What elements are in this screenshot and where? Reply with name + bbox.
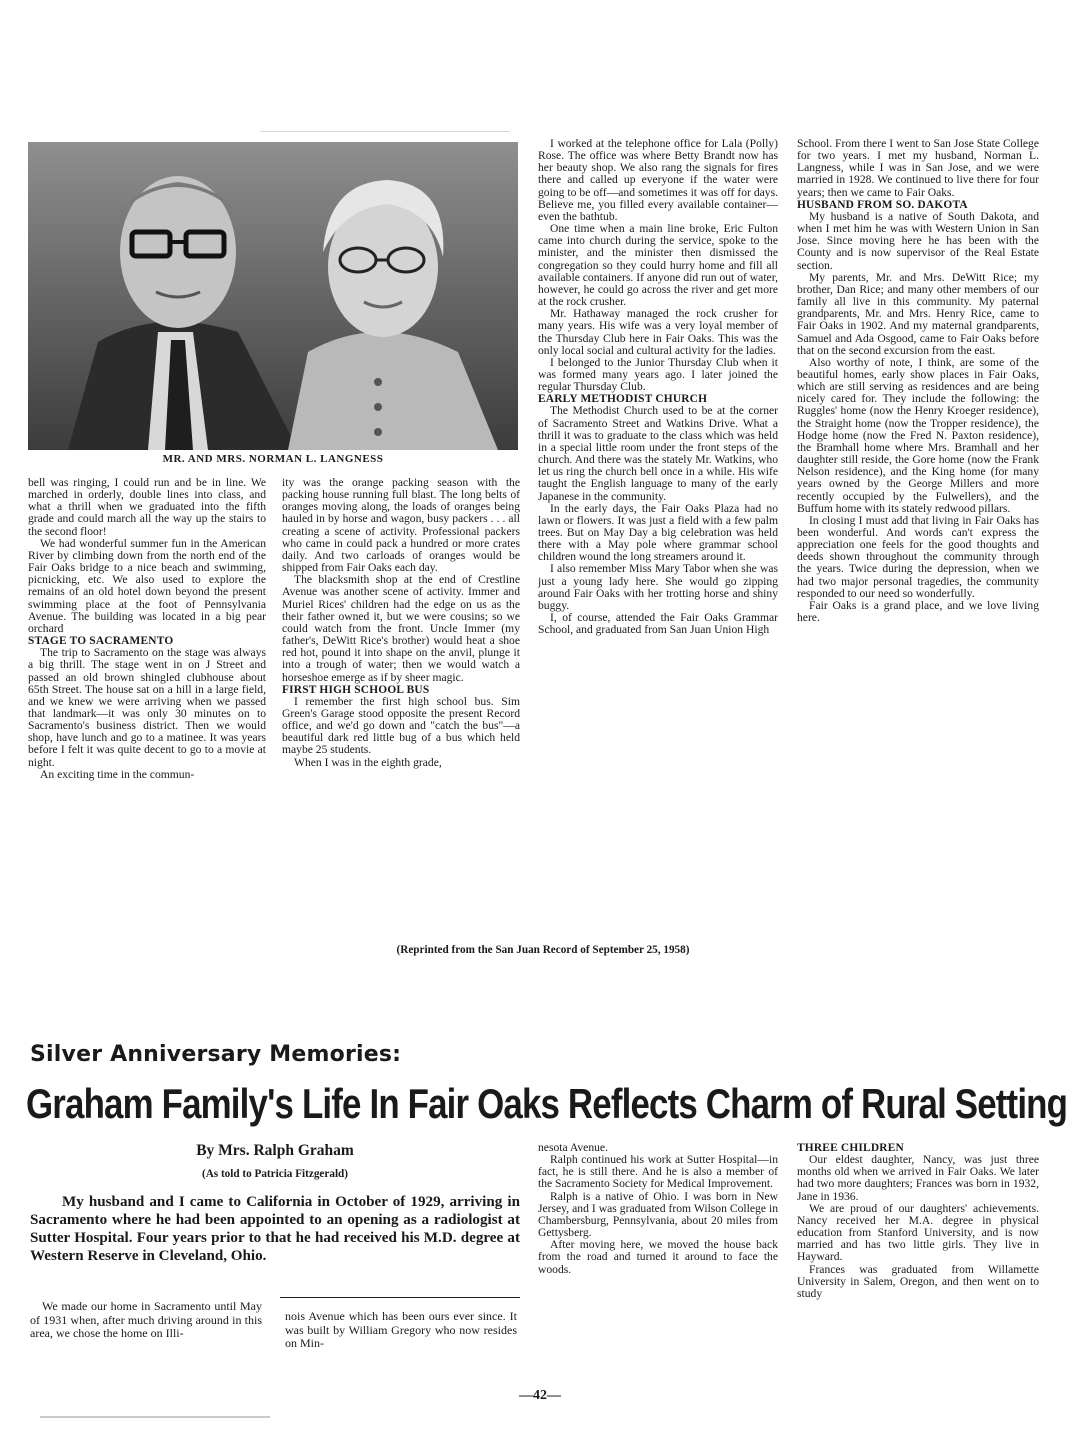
couple-photograph [28, 142, 518, 450]
article2-column-3 [538, 1142, 778, 1382]
paragraph: Fair Oaks is a grand place, and we love living here. [797, 598, 1039, 625]
paragraph: ity was the orange packing season with the packing house running full blast. The long belts of oranges moving along, the loads of oranges being hauled in by horse and wagon, busy packers . . . all creating a scene of activity. Professional packers who came in could pack a hundred or more crates daily. And two carloads of oranges would be shipped from Fair Oaks each day. [282, 477, 520, 575]
lead-text: My husband and I came to California in October of 1929, arriving in Sacramento where he had been appointed to an opening as a radiologist at Sutter Hospital. Four years prior to that he had received his M.D. degree at Western Reserve in Cleveland, Ohio. [30, 1194, 520, 1264]
paragraph: One time when a main line broke, Eric Fulton came into church during the service, spoke to the minister, and the minister then dismissed the congregation so they could hurry home and fill all available containers. If anyone did run out of water, however, he could go across the river and get more at the rock crusher. [538, 222, 778, 309]
paragraph: We had wonderful summer fun in the American River by climbing down from the north end of the Fair Oaks bridge to a nice beach and swimming, picnicking, etc. We also used to explore the remains of an old hotel down beyond the present swimming place at the foot of Pennsylvania Avenue. The building was located in a big pear orchard [28, 536, 266, 635]
paragraph: My parents, Mr. and Mrs. DeWitt Rice; my brother, Dan Rice; and many other members of our family all live in this community. My paternal grandparents, Mr. and Mrs. Henry Rice, came to Fair Oaks in 1902. And my maternal grandparents, Samuel and Ada Osgood, came to Fair Oaks before that on the second excursion from the east. [797, 270, 1039, 357]
paragraph: We are proud of our daughters' achievements. Nancy received her M.A. degree in physical education from Stanford University, and is now married and has two little girls. They live in Hayward. [797, 1201, 1039, 1264]
lead-paragraph [30, 1193, 520, 1265]
paragraph: I also remember Miss Mary Tabor when she was just a young lady here. She would go zipping around Fair Oaks with her trotting horse and shiny buggy. [538, 562, 778, 612]
as-told-to: (As told to Patricia Fitzgerald) [201, 1168, 349, 1180]
article1-column-4 [797, 138, 1039, 938]
paragraph: My husband is a native of South Dakota, and when I met him he was with Western Union in San Jose. Since moving here he has been with the County and is now supervisor of the Real Estate section. [797, 209, 1039, 272]
paragraph: bell was ringing, I could run and be in line. We marched in orderly, double lines into class, and what a thrill when we graduated into the fifth grade and could march all the way up the stairs to the second floor! [28, 477, 266, 538]
article2-column-1 [30, 1300, 262, 1380]
paragraph: Frances was graduated from Willamette University in Salem, Oregon, and then went on to study [797, 1262, 1039, 1300]
reprint-note: (Reprinted from the San Juan Record of September 25, 1958) [396, 944, 690, 956]
paragraph: An exciting time in the commun- [40, 767, 195, 781]
article2-column-4 [797, 1142, 1039, 1382]
paragraph: Ralph is a native of Ohio. I was born in New Jersey, and I was graduated from Wilson College in Chambersburg, Pennsylvania, about 20 miles from Gettysberg. [538, 1189, 778, 1240]
paragraph: When I was in the eighth grade, [294, 755, 442, 769]
subheading: EARLY METHODIST CHURCH [538, 393, 708, 406]
subheading: HUSBAND FROM SO. DAKOTA [797, 198, 968, 211]
scan-artifact-top [260, 131, 510, 132]
paragraph: The Methodist Church used to be at the corner of Sacramento Street and Watkins Drive. What a thrill it was to graduate to the class which was held in a special little room under the front steps of the church. And there was the stately Mr. Watkins, who let us ring the church bell once in a while. His wife taught the English language to many of the early Japanese in the community. [538, 404, 778, 503]
couple-photograph-drawing [28, 142, 518, 450]
article1-column-1 [28, 477, 266, 939]
paragraph: Mr. Hathaway managed the rock crusher for many years. His wife was a very loyal member of the Thursday Club here in Fair Oaks. This was the only local social and cultural activity for the ladies. [538, 307, 778, 357]
paragraph: The trip to Sacramento on the stage was always a big thrill. The stage went in on J Street and passed an old brown shingled clubhouse about 65th Street. The house sat on a hill in a large field, and we knew we were arriving when we passed that landmark—it was only 30 minutes on to Sacramento's business district. Then we would shop, have lunch and go to a matinee. It was years before I felt it was quite decent to go to a movie at night. [28, 646, 266, 769]
paragraph: I, of course, attended the Fair Oaks Grammar School, and graduated from San Juan Union High [538, 611, 778, 637]
paragraph: School. From there I went to San Jose State College for two years. I met my husband, Norman L. Langness, while I was in San Jose, and we were married in 1928. We continued to live there for four years; then we came to Fair Oaks. [797, 138, 1039, 199]
paragraph: nesota Avenue. [538, 1142, 608, 1154]
article1-column-2 [282, 477, 520, 939]
subheading: THREE CHILDREN [797, 1142, 904, 1154]
paragraph: The blacksmith shop at the end of Crestline Avenue was another scene of activity. Immer and Muriel Rices' children had the edge on us as the their father owned it, but we were cousins; so we could watch from the front. Uncle Immer (my father's, DeWitt Rice's brother) would heat a shoe red hot, pound it into shape on the anvil, plunge it into a trough of water; then we would watch a horseshoe emerge as if by sheer magic. [282, 573, 520, 684]
paragraph: Ralph continued his work at Sutter Hospital—in fact, he is still there. And he is also a member of the Sacramento Society for Medical Improvement. [538, 1153, 778, 1191]
photo-caption: MR. AND MRS. NORMAN L. LANGNESS [162, 453, 384, 465]
paragraph: In the early days, the Fair Oaks Plaza had no lawn or flowers. It was just a field with a few palm trees. But on May Day a big celebration was held there with a May pole where grammar school children wound the long streamers around it. [538, 501, 778, 564]
lead-divider [280, 1297, 520, 1298]
section-kicker: Silver Anniversary Memories: [30, 1042, 402, 1067]
paragraph: I worked at the telephone office for Lala (Polly) Rose. The office was where Betty Brandt now has her beauty shop. We also rang the signals for fires there and called up everyone if the water were going to be off—and sometimes it was off for days. Believe me, you filled every available container—even the bathtub. [538, 138, 778, 223]
page-number: —42— [519, 1388, 561, 1403]
scan-artifact-bottom [40, 1416, 270, 1418]
paragraph: Also worthy of note, I think, are some of the beautiful homes, early show places in Fair Oaks, which are still serving as residences and are being nicely cared for. They include the following: the Ruggles' home (now the Henry Kroeger residence), the Straight home (now the Tropper residence), the Hodge home (now the Fred N. Paxton residence), the Bramhall home where Mrs. Bramhall and her daughter still reside, the Gore home (now the Frank Nelson residence), and the King home (for many years owned by the George Millers and more recently occupied by the Fulwellers), and the Buffum home with its stately redwood pillars. [797, 355, 1039, 515]
paragraph: In closing I must add that living in Fair Oaks has been wonderful. And words can't express the appreciation one feels for the good thoughts and deeds shown throughout the community through the years. Twice during the depression, when we had two major personal tragedies, the community responded to our need so wonderfully. [797, 513, 1039, 600]
subheading: STAGE TO SACRAMENTO [28, 635, 174, 648]
paragraph: Our eldest daughter, Nancy, was just three months old when we arrived in Fair Oaks. We later had two more daughters; Frances was born in 1932, Jane in 1936. [797, 1153, 1039, 1203]
subheading: FIRST HIGH SCHOOL BUS [282, 683, 430, 696]
article2-column-2 [285, 1310, 517, 1380]
paragraph: I remember the first high school bus. Sim Green's Garage stood opposite the present Record office, and we'd go down and "catch the bus"—a beautiful dark red little bug of a bus which held maybe 25 students. [282, 694, 520, 757]
paragraph: I belonged to the Junior Thursday Club when it was formed many years ago. I later joined the regular Thursday Club. [538, 355, 778, 394]
paragraph: After moving here, we moved the house back from the road and turned it around to face the woods. [538, 1238, 778, 1276]
article-headline: Graham Family's Life In Fair Oaks Reflects Charm of Rural Setting [26, 1080, 1068, 1127]
author-byline: By Mrs. Ralph Graham [196, 1142, 354, 1159]
paragraph: We made our home in Sacramento until May of 1931 when, after much driving around in this area, we chose the home on Illi- [30, 1300, 262, 1340]
article1-column-3 [538, 138, 778, 938]
paragraph: nois Avenue which has been ours ever since. It was built by William Gregory who now resides on Min- [285, 1310, 517, 1350]
